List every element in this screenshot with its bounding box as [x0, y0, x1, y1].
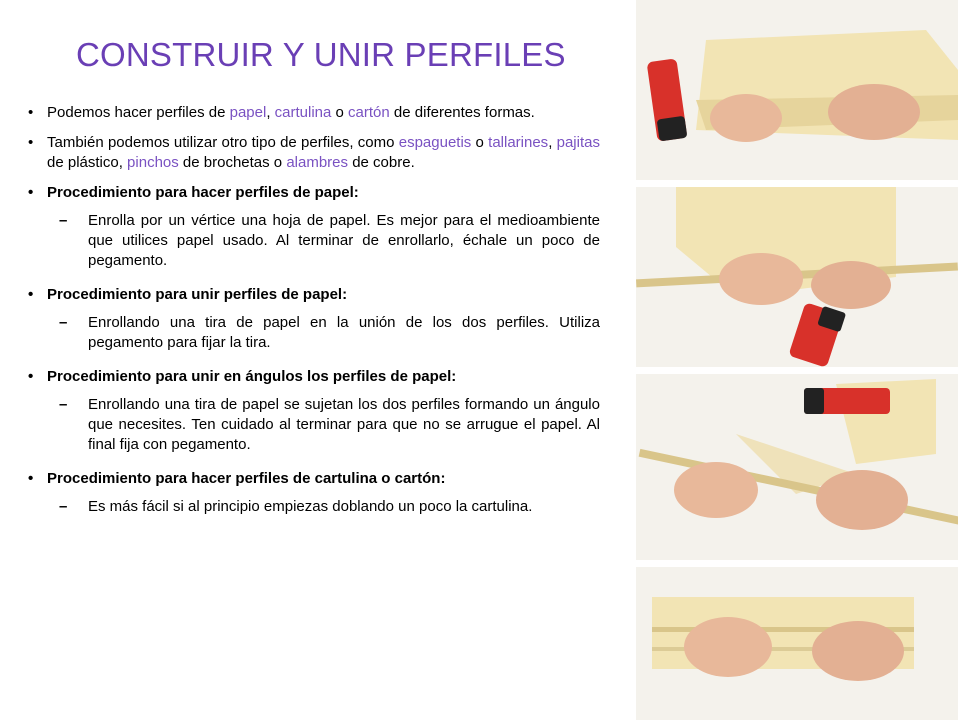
photo-rolling-paper [636, 0, 958, 180]
bullet-materials [28, 103, 600, 123]
text-content [28, 103, 600, 531]
photo-folding-cardboard [636, 567, 958, 720]
bullet-other-profiles [28, 133, 600, 173]
sub-procedure-join-paper: – Enrollando una tira de papel en la unión de los dos perfiles. Utiliza pegamento para fijar la tira. [28, 313, 600, 353]
text: , [548, 134, 557, 151]
photo-glue-profile [636, 187, 958, 367]
bullet-procedure-cardboard: • Procedimiento para hacer perfiles de cartulina o cartón: [28, 469, 600, 489]
text: o [471, 134, 489, 151]
sub-procedure-make-paper: – Enrolla por un vértice una hoja de papel. Es mejor para el medioambiente que utilices papel usado. Al terminar de enrollarlo, échale un poco de pegamento. [28, 211, 600, 271]
highlight-pajitas: pajitas [556, 134, 600, 151]
photo-angle-join [636, 374, 958, 560]
sub-procedure-cardboard: – Es más fácil si al principio empiezas doblando un poco la cartulina. [28, 497, 600, 517]
bullet-procedure-angle-paper: • Procedimiento para unir en ángulos los perfiles de papel: [28, 367, 600, 387]
text: Podemos hacer perfiles de [47, 104, 230, 121]
highlight-pinchos: pinchos [127, 154, 179, 171]
photo-strip [634, 0, 960, 720]
highlight-papel: papel [229, 104, 267, 121]
bullet-procedure-make-paper: • Procedimiento para hacer perfiles de papel: [28, 183, 600, 203]
text: de cobre. [348, 154, 415, 171]
text: de diferentes formas. [389, 104, 535, 121]
highlight-tallarines: tallarines [488, 134, 549, 151]
text: o [331, 104, 349, 121]
highlight-espaguetis: espaguetis [398, 134, 472, 151]
highlight-cartulina: cartulina [274, 104, 332, 121]
sub-procedure-angle-paper: – Enrollando una tira de papel se sujetan los dos perfiles formando un ángulo que necesites. Ten cuidado al terminar para que no se arrugue el papel. Al final fija con pegamento. [28, 395, 600, 455]
highlight-alambres: alambres [286, 154, 349, 171]
text: de brochetas o [178, 154, 287, 171]
bullet-procedure-join-paper: • Procedimiento para unir perfiles de papel: [28, 285, 600, 305]
highlight-carton: cartón [348, 104, 390, 121]
text: También podemos utilizar otro tipo de perfiles, como [47, 134, 399, 151]
text: , [266, 104, 275, 121]
page-title: CONSTRUIR Y UNIR PERFILES [76, 36, 566, 73]
text: de plástico, [47, 154, 128, 171]
